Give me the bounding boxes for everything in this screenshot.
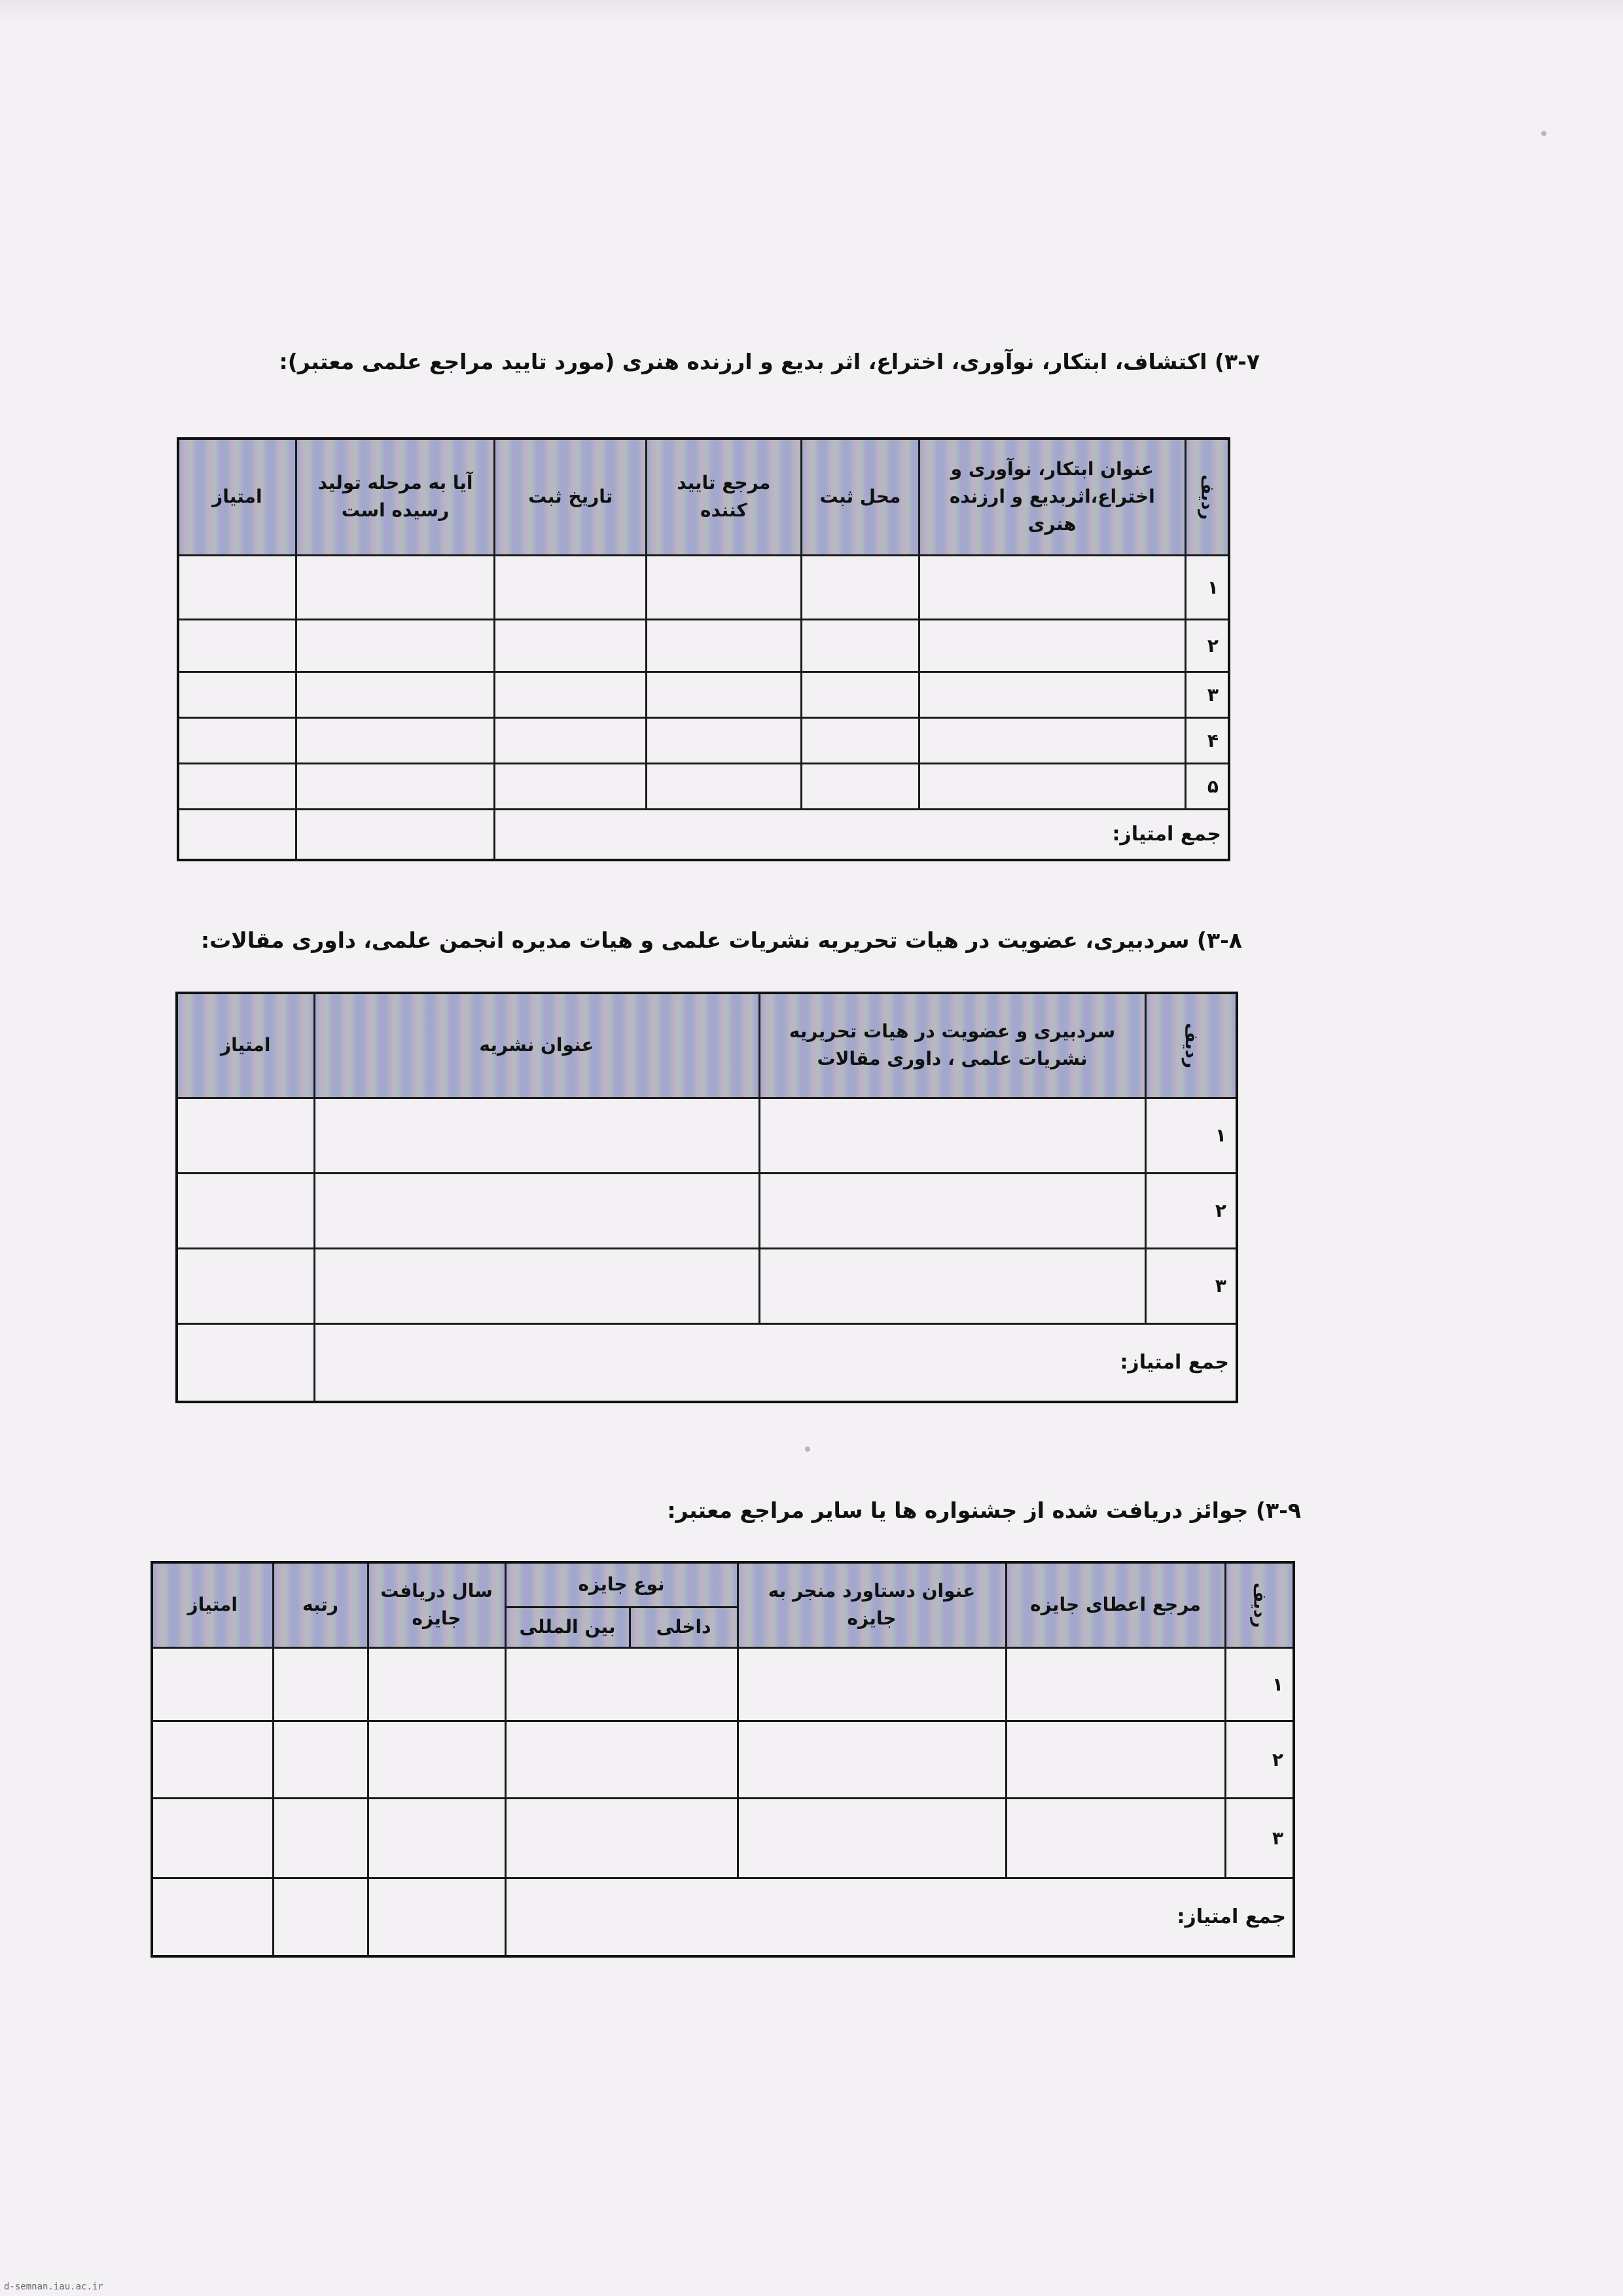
total-score-label: جمع امتیاز:: [314, 1323, 1237, 1402]
header-award-source: مرجع اعطای جایزه: [1006, 1562, 1225, 1647]
table-cell[interactable]: [368, 1647, 505, 1721]
table-cell[interactable]: [647, 717, 802, 763]
table-cell[interactable]: [368, 1721, 505, 1798]
row-number: ۲: [1145, 1173, 1237, 1248]
header-registration-date: تاریخ ثبت: [495, 439, 647, 555]
header-production-stage: آیا به مرحله تولید رسیده است: [296, 439, 495, 555]
table-cell[interactable]: [647, 763, 802, 809]
table-cell[interactable]: [919, 555, 1185, 619]
scan-speck: [1541, 131, 1546, 136]
table-cell[interactable]: [273, 1721, 368, 1798]
table-cell[interactable]: [505, 1798, 738, 1878]
table-cell[interactable]: [1006, 1647, 1225, 1721]
table-cell[interactable]: [273, 1647, 368, 1721]
table-cell[interactable]: [738, 1721, 1006, 1798]
table-cell[interactable]: [495, 763, 647, 809]
table-cell[interactable]: [495, 717, 647, 763]
table-cell[interactable]: [759, 1248, 1145, 1323]
table-cell[interactable]: [314, 1173, 759, 1248]
table-cell[interactable]: [296, 555, 495, 619]
table-cell[interactable]: [152, 1798, 273, 1878]
table-cell[interactable]: [495, 555, 647, 619]
header-domestic: داخلی: [630, 1607, 738, 1647]
row-number: ۱: [1145, 1098, 1237, 1173]
header-score: امتیاز: [152, 1562, 273, 1647]
row-number: ۱: [1185, 555, 1229, 619]
header-rank: رتبه: [273, 1562, 368, 1647]
table-cell[interactable]: [801, 763, 919, 809]
table-3-9: [151, 1561, 1295, 1958]
table-cell[interactable]: [178, 763, 296, 809]
header-award-type: نوع جایزه: [505, 1562, 738, 1607]
total-score-label: جمع امتیاز:: [495, 809, 1229, 860]
row-number: ۳: [1225, 1798, 1294, 1878]
table-cell[interactable]: [738, 1798, 1006, 1878]
table-cell[interactable]: [495, 672, 647, 717]
table-cell[interactable]: [801, 672, 919, 717]
table-cell[interactable]: [919, 763, 1185, 809]
total-score-cell[interactable]: [152, 1878, 273, 1956]
row-number: ۴: [1185, 717, 1229, 763]
table-cell[interactable]: [919, 717, 1185, 763]
scan-speck: [805, 1446, 810, 1452]
table-cell[interactable]: [178, 717, 296, 763]
total-cell[interactable]: [296, 809, 495, 860]
header-score: امتیاز: [178, 439, 296, 555]
table-cell[interactable]: [178, 619, 296, 672]
table-cell[interactable]: [647, 672, 802, 717]
table-cell[interactable]: [296, 672, 495, 717]
table-cell[interactable]: [1006, 1721, 1225, 1798]
table-cell[interactable]: [1006, 1798, 1225, 1878]
table-cell[interactable]: [273, 1798, 368, 1878]
section-3-8-title: ۳-۸) سردبیری، عضویت در هیات تحریریه نشریات علمی و هیات مدیره انجمن علمی، داوری مقالات:: [200, 927, 1242, 953]
row-number: ۲: [1185, 619, 1229, 672]
table-cell[interactable]: [152, 1647, 273, 1721]
table-3-7: [177, 437, 1230, 861]
row-number: ۳: [1185, 672, 1229, 717]
total-score-cell[interactable]: [177, 1323, 314, 1402]
watermark-url: d-semnan.iau.ac.ir: [4, 2282, 103, 2292]
table-3-8: [175, 992, 1238, 1403]
header-invention-title: عنوان ابتکار، نوآوری و اختراع،اثربدیع و ارزنده هنری: [919, 439, 1185, 555]
table-cell[interactable]: [152, 1721, 273, 1798]
header-score: امتیاز: [177, 993, 314, 1098]
table-cell[interactable]: [177, 1173, 314, 1248]
row-number: ۳: [1145, 1248, 1237, 1323]
table-cell[interactable]: [801, 717, 919, 763]
table-cell[interactable]: [296, 763, 495, 809]
table-cell[interactable]: [177, 1248, 314, 1323]
table-cell[interactable]: [647, 555, 802, 619]
page-top-edge: [0, 0, 1623, 24]
table-cell[interactable]: [368, 1798, 505, 1878]
table-cell[interactable]: [647, 619, 802, 672]
table-cell[interactable]: [919, 672, 1185, 717]
header-row-number: ردیف: [1225, 1562, 1294, 1647]
row-number: ۲: [1225, 1721, 1294, 1798]
table-cell[interactable]: [314, 1248, 759, 1323]
table-cell[interactable]: [801, 619, 919, 672]
table-cell[interactable]: [296, 619, 495, 672]
total-score-label: جمع امتیاز:: [505, 1878, 1294, 1956]
header-row-number: ردیف: [1185, 439, 1229, 555]
table-cell[interactable]: [738, 1647, 1006, 1721]
table-cell[interactable]: [177, 1098, 314, 1173]
table-cell[interactable]: [178, 555, 296, 619]
header-registration-place: محل ثبت: [801, 439, 919, 555]
table-cell[interactable]: [314, 1098, 759, 1173]
header-editorial-membership: سردبیری و عضویت در هیات تحریریه نشریات علمی ، داوری مقالات: [759, 993, 1145, 1098]
section-3-9-title: ۳-۹) جوائز دریافت شده از جشنواره ها یا سایر مراجع معتبر:: [667, 1498, 1301, 1523]
row-number: ۱: [1225, 1647, 1294, 1721]
total-score-cell[interactable]: [178, 809, 296, 860]
header-award-year: سال دریافت جایزه: [368, 1562, 505, 1647]
table-cell[interactable]: [759, 1173, 1145, 1248]
header-journal-title: عنوان نشریه: [314, 993, 759, 1098]
table-cell[interactable]: [919, 619, 1185, 672]
table-cell[interactable]: [296, 717, 495, 763]
row-number: ۵: [1185, 763, 1229, 809]
table-cell[interactable]: [759, 1098, 1145, 1173]
total-cell[interactable]: [368, 1878, 505, 1956]
table-cell[interactable]: [801, 555, 919, 619]
table-cell[interactable]: [495, 619, 647, 672]
total-cell[interactable]: [273, 1878, 368, 1956]
header-achievement-title: عنوان دستاورد منجر به جایزه: [738, 1562, 1006, 1647]
header-approving-authority: مرجع تایید کننده: [647, 439, 802, 555]
header-row-number: ردیف: [1145, 993, 1237, 1098]
table-cell[interactable]: [505, 1647, 738, 1721]
table-cell[interactable]: [505, 1721, 738, 1798]
header-international: بین المللی: [505, 1607, 630, 1647]
table-cell[interactable]: [178, 672, 296, 717]
section-3-7-title: ۳-۷) اکتشاف، ابتکار، نوآوری، اختراع، اثر بدیع و ارزنده هنری (مورد تایید مراجع علمی معتبر):: [279, 349, 1260, 374]
